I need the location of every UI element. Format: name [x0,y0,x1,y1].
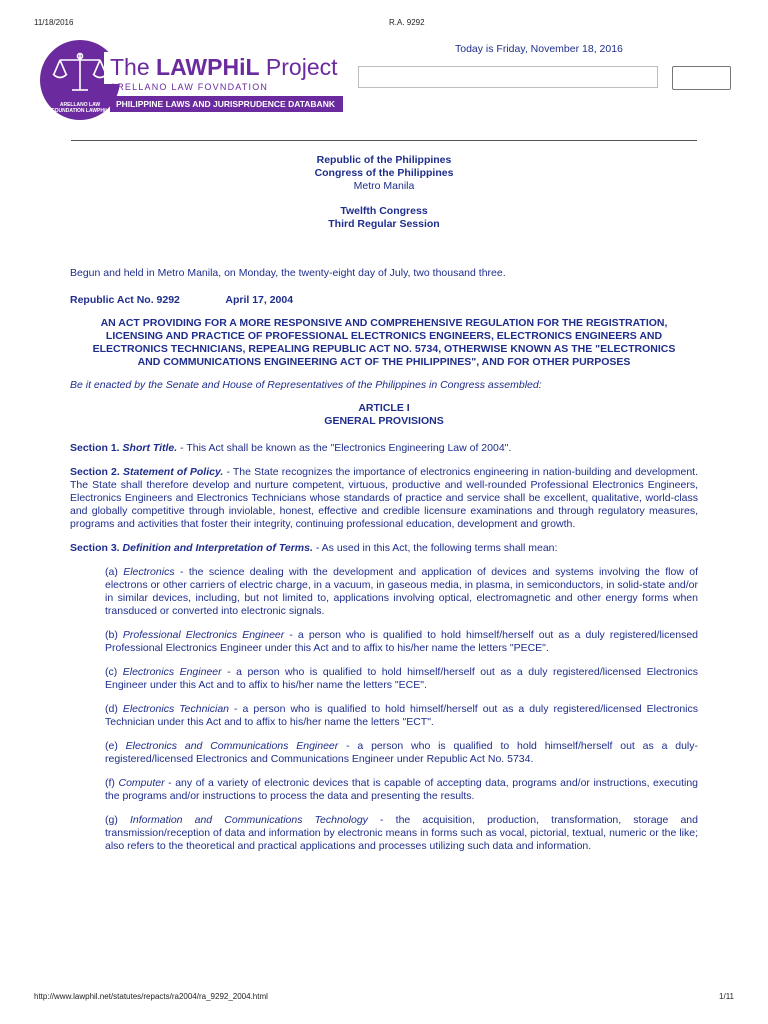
logo-brand [104,52,344,84]
today-date: Today is Friday, November 18, 2016 [455,43,623,55]
definition-item [105,703,698,729]
section-paragraph [70,466,698,531]
definition-term: Electronics Technician [122,703,230,715]
logo-brand-suffix: Project [259,54,338,80]
definitions-list [70,566,698,853]
definition-term: Information and Communications Technology [129,814,368,826]
print-url: http://www.lawphil.net/statutes/repacts/ra2004/ra_9292_2004.html [34,992,268,1001]
lawphil-logo[interactable] [40,40,345,122]
definition-text: - the science dealing with the development and application of devices and systems involving the flow of electrons or other carriers of electric charge, in a vacuum, in gaseous media, in plasma, in semiconductors, in solid-state and/or in similar devices, including, but not limited to, applications involving optical, electromagnetic and other energy forms when transduced or converted into electronic signals. [105,566,699,617]
section-heading: Statement of Policy. [122,466,224,478]
definition-item [105,814,698,853]
section-text: - This Act shall be known as the "Electronics Engineering Law of 2004". [177,442,512,454]
logo-tagline: PHILIPPINE LAWS AND JURISPRUDENCE DATABANK [110,96,343,112]
section-label: Section 3. [70,542,120,554]
definition-letter: (c) [105,666,123,678]
congress-line: Congress of the Philippines [314,167,454,179]
article-title: GENERAL PROVISIONS [324,415,444,427]
city-line: Metro Manila [353,180,415,192]
section-heading: Short Title. [122,442,178,454]
statute-content [70,154,698,853]
definition-text: - the acquisition, production, transformation, storage and transmission/reception of data and information by electronic means in forms such as vocal, pictorial, textual, numeric or the like; also refers to the theoretical and practical applications and processes utilizing such data and information. [105,814,698,852]
definition-item [105,740,698,766]
print-page-number: 1/11 [719,992,734,1001]
definition-letter: (g) [105,814,130,826]
definition-item [105,666,698,692]
header-divider [71,140,697,141]
logo-brand-name: LAWPHiL [156,54,260,80]
scales-of-justice-icon [50,50,110,98]
definition-letter: (f) [105,777,119,789]
section-paragraph [70,542,698,555]
print-footer [34,992,734,1004]
definition-item [105,566,698,618]
print-title: R.A. 9292 [389,18,425,27]
section-label: Section 1. [70,442,120,454]
print-date: 11/18/2016 [34,18,74,27]
logo-seal-text: ARELLANO LAW FOUNDATION LAWPHiL [51,102,109,114]
definition-text: - a person who is qualified to hold himself/herself out as a duly registered/licensed Electronics Technician under this Act and to affix to his/her name the letters "ECT". [105,703,698,728]
section-label: Section 2. [70,466,120,478]
act-number-line [70,294,698,307]
section-heading: Definition and Interpretation of Terms. [122,542,313,554]
act-title: AN ACT PROVIDING FOR A MORE RESPONSIVE AND COMPREHENSIVE REGULATION FOR THE REGISTRATION, LICENSING AND PRACTICE OF PROFESSIONAL ELECTRONICS ENGINEERS, ELECTRONICS ENGINEERS AND ELECTRONICS TECHNICIANS, REPEALING REPUBLIC ACT NO. 5734, OTHERWISE KNOWN AS THE "ELECTRONICS AND COMMUNICATIONS ENGINEERING ACT OF THE PHILIPPINES", AND FOR OTHER PURPOSES [92,317,676,368]
section-text: - The State recognizes the importance of electronics engineering in nation-building and development. The State shall therefore develop and nurture competent, virtuous, productive and well-rounded Professional Electronics Engineers, Electronics Engineers and Electronics Technicians whose standards of practice and service shall be excellent, qualitative, world-class and globally competitive through inviolable, honest, effective and credible licensure examinations and through regulatory measures, programs and activities that foster their integrity, continuing professional education, development and growth. [70,466,699,530]
definition-item [105,777,698,803]
definition-term: Electronics Engineer [122,666,222,678]
definition-term: Computer [118,777,165,789]
section-paragraph [70,442,698,455]
definition-letter: (b) [105,629,123,641]
definition-letter: (e) [105,740,126,752]
print-header [34,18,734,30]
definition-item [105,629,698,655]
sections-list [70,442,698,555]
enacting-clause: Be it enacted by the Senate and House of Representatives of the Philippines in Congress assembled: [70,379,542,391]
definition-letter: (d) [105,703,123,715]
act-number: Republic Act No. 9292 [70,294,180,306]
session-line: Third Regular Session [328,218,440,230]
logo-brand-prefix: The [110,54,157,80]
republic-line: Republic of the Philippines [316,154,452,166]
definition-text: - a person who is qualified to hold himself/herself out as a duly registered/licensed Professional Electronics Engineer under this Act and to affix to his/her name the letters "PECE". [105,629,699,654]
definition-text: - a person who is qualified to hold himself/herself out as a duly registered/licensed Electronics Engineer under this Act and to affix to his/her name the letters "ECE". [105,666,698,691]
section-text: - As used in this Act, the following terms shall mean: [312,542,558,554]
begun-line: Begun and held in Metro Manila, on Monday, the twenty-eight day of July, two thousand three. [70,267,506,279]
act-date: April 17, 2004 [225,294,294,306]
definition-term: Professional Electronics Engineer [122,629,285,641]
definition-term: Electronics and Communications Engineer [125,740,339,752]
logo-foundation: ARELLANO LAW FOVNDATION [110,82,269,92]
definition-letter: (a) [105,566,124,578]
congress-number: Twelfth Congress [340,205,428,217]
definition-text: - a person who is qualified to hold himself/herself out as a duly-registered/licensed Electronics and Communications Engineer under Republic Act No. 5734. [105,740,699,765]
search-input[interactable] [358,66,658,88]
definition-term: Electronics [123,566,175,578]
article-number: ARTICLE I [358,402,410,414]
definition-text: - any of a variety of electronic devices that is capable of accepting data, programs and/or instructions, executing the programs and/or instructions to process the data and presenting the results. [105,777,699,802]
search-button[interactable] [672,66,731,90]
